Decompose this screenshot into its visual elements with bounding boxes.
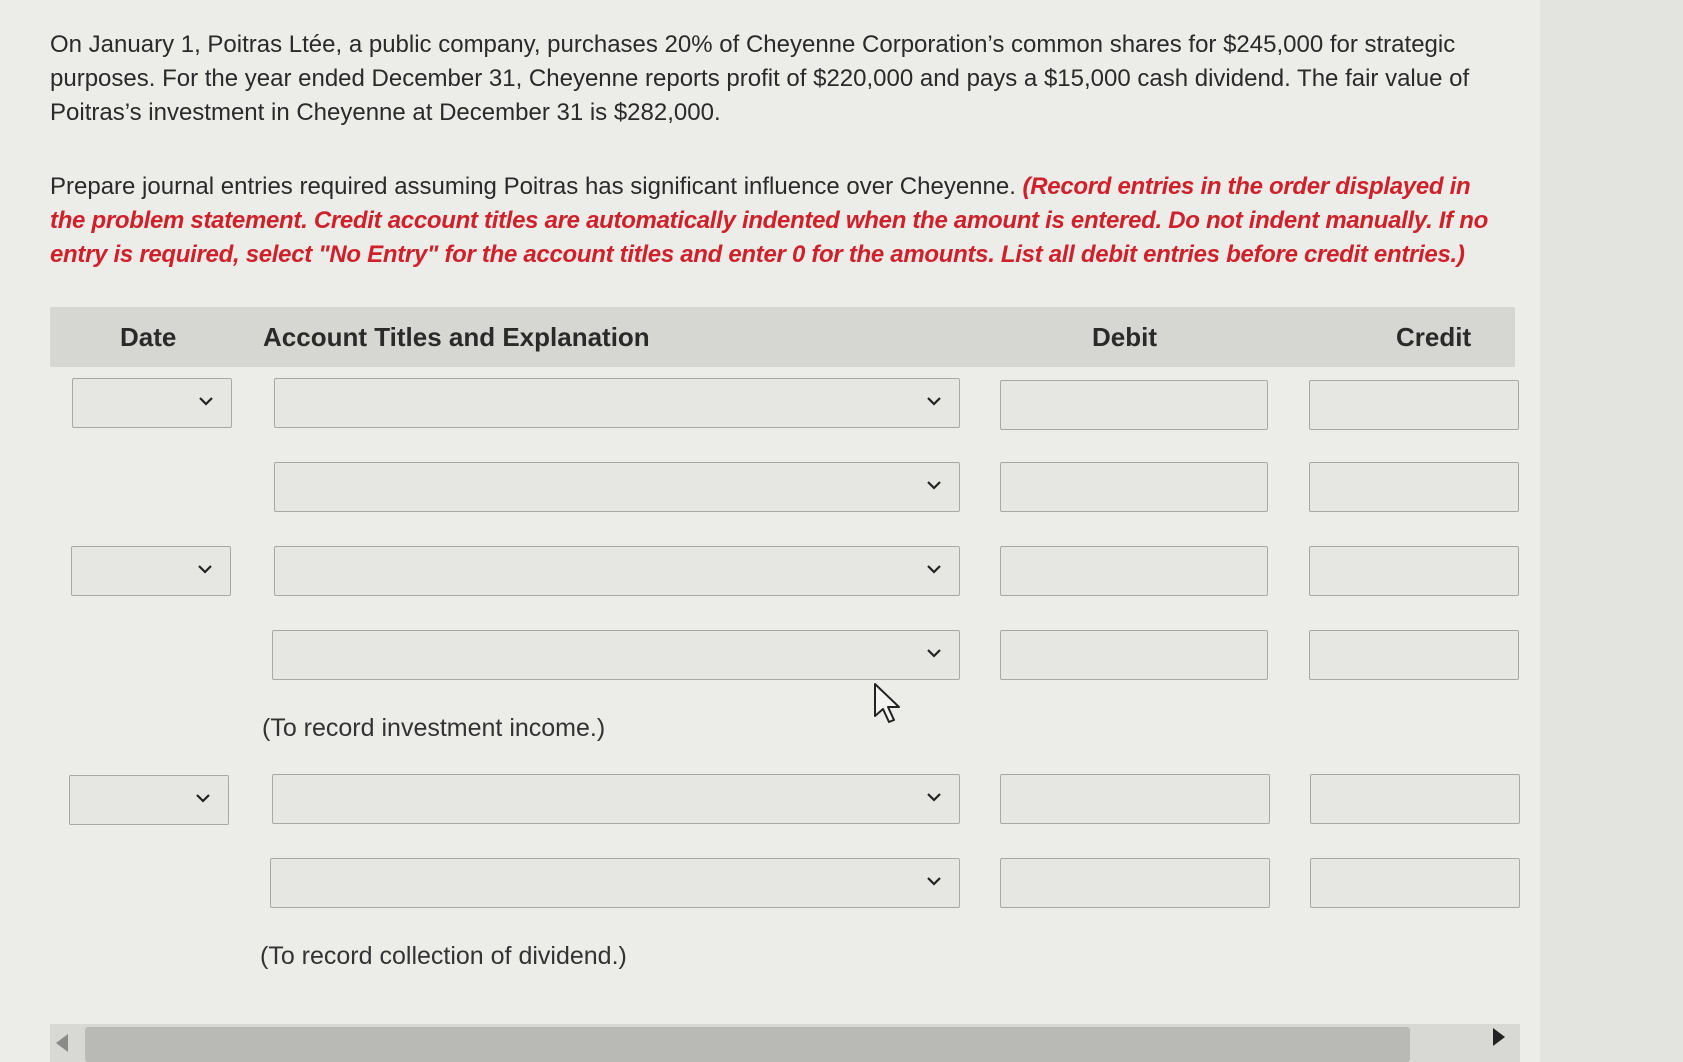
explanation-investment-income: (To record investment income.) bbox=[262, 714, 606, 742]
chevron-down-icon bbox=[925, 872, 943, 890]
credit-input[interactable] bbox=[1310, 774, 1520, 824]
date-select[interactable] bbox=[69, 775, 229, 825]
chevron-down-icon bbox=[925, 788, 943, 806]
scroll-right-arrow-icon[interactable] bbox=[1493, 1028, 1505, 1046]
chevron-down-icon bbox=[196, 560, 214, 578]
debit-input[interactable] bbox=[1000, 546, 1268, 596]
header-account-titles: Account Titles and Explanation bbox=[263, 322, 650, 352]
date-select[interactable] bbox=[72, 378, 232, 428]
credit-input[interactable] bbox=[1309, 462, 1519, 512]
account-title-select[interactable] bbox=[274, 546, 960, 596]
chevron-down-icon bbox=[194, 789, 212, 807]
journal-table-header bbox=[50, 307, 1515, 367]
account-title-select[interactable] bbox=[272, 774, 960, 824]
debit-input[interactable] bbox=[1000, 630, 1268, 680]
instructions-note: (Record entries in the order displayed in the problem statement. Credit account titles are automatically indented when the amount is entered. Do not indent manually. If no entry is required, select "No Entry" for the account titles and enter 0 for the amounts. List all debit entries before credit entries.) bbox=[50, 173, 1488, 268]
credit-input[interactable] bbox=[1309, 630, 1519, 680]
debit-input[interactable] bbox=[1000, 858, 1270, 908]
chevron-down-icon bbox=[197, 392, 215, 410]
page-margin bbox=[1540, 0, 1683, 1062]
debit-input[interactable] bbox=[1000, 462, 1268, 512]
credit-input[interactable] bbox=[1309, 546, 1519, 596]
account-title-select[interactable] bbox=[270, 858, 960, 908]
chevron-down-icon bbox=[925, 392, 943, 410]
problem-statement: On January 1, Poitras Ltée, a public company, purchases 20% of Cheyenne Corporation’s common shares for $245,000 for strategic purposes. For the year ended December 31, Cheyenne reports profit of $220,000 and pays a $15,000 cash dividend. The fair value of Poitras’s investment in Cheyenne at December 31 is $282,000. bbox=[50, 31, 1470, 126]
scrollbar-thumb[interactable] bbox=[85, 1027, 1410, 1062]
credit-input[interactable] bbox=[1310, 858, 1520, 908]
header-credit: Credit bbox=[1396, 322, 1472, 352]
instructions bbox=[50, 170, 1510, 272]
debit-input[interactable] bbox=[1000, 380, 1268, 430]
credit-input[interactable] bbox=[1309, 380, 1519, 430]
instructions-main: Prepare journal entries required assuming Poitras has significant influence over Cheyenne. bbox=[50, 173, 1023, 200]
mouse-pointer-icon bbox=[873, 682, 903, 726]
account-title-select[interactable] bbox=[274, 378, 960, 428]
header-date: Date bbox=[120, 322, 177, 352]
account-title-select[interactable] bbox=[272, 630, 960, 680]
header-debit: Debit bbox=[1092, 322, 1157, 352]
date-select[interactable] bbox=[71, 546, 231, 596]
chevron-down-icon bbox=[925, 644, 943, 662]
scroll-left-arrow-icon[interactable] bbox=[56, 1034, 68, 1052]
explanation-collection-of-dividend: (To record collection of dividend.) bbox=[260, 942, 627, 970]
chevron-down-icon bbox=[925, 476, 943, 494]
debit-input[interactable] bbox=[1000, 774, 1270, 824]
chevron-down-icon bbox=[925, 560, 943, 578]
account-title-select[interactable] bbox=[274, 462, 960, 512]
